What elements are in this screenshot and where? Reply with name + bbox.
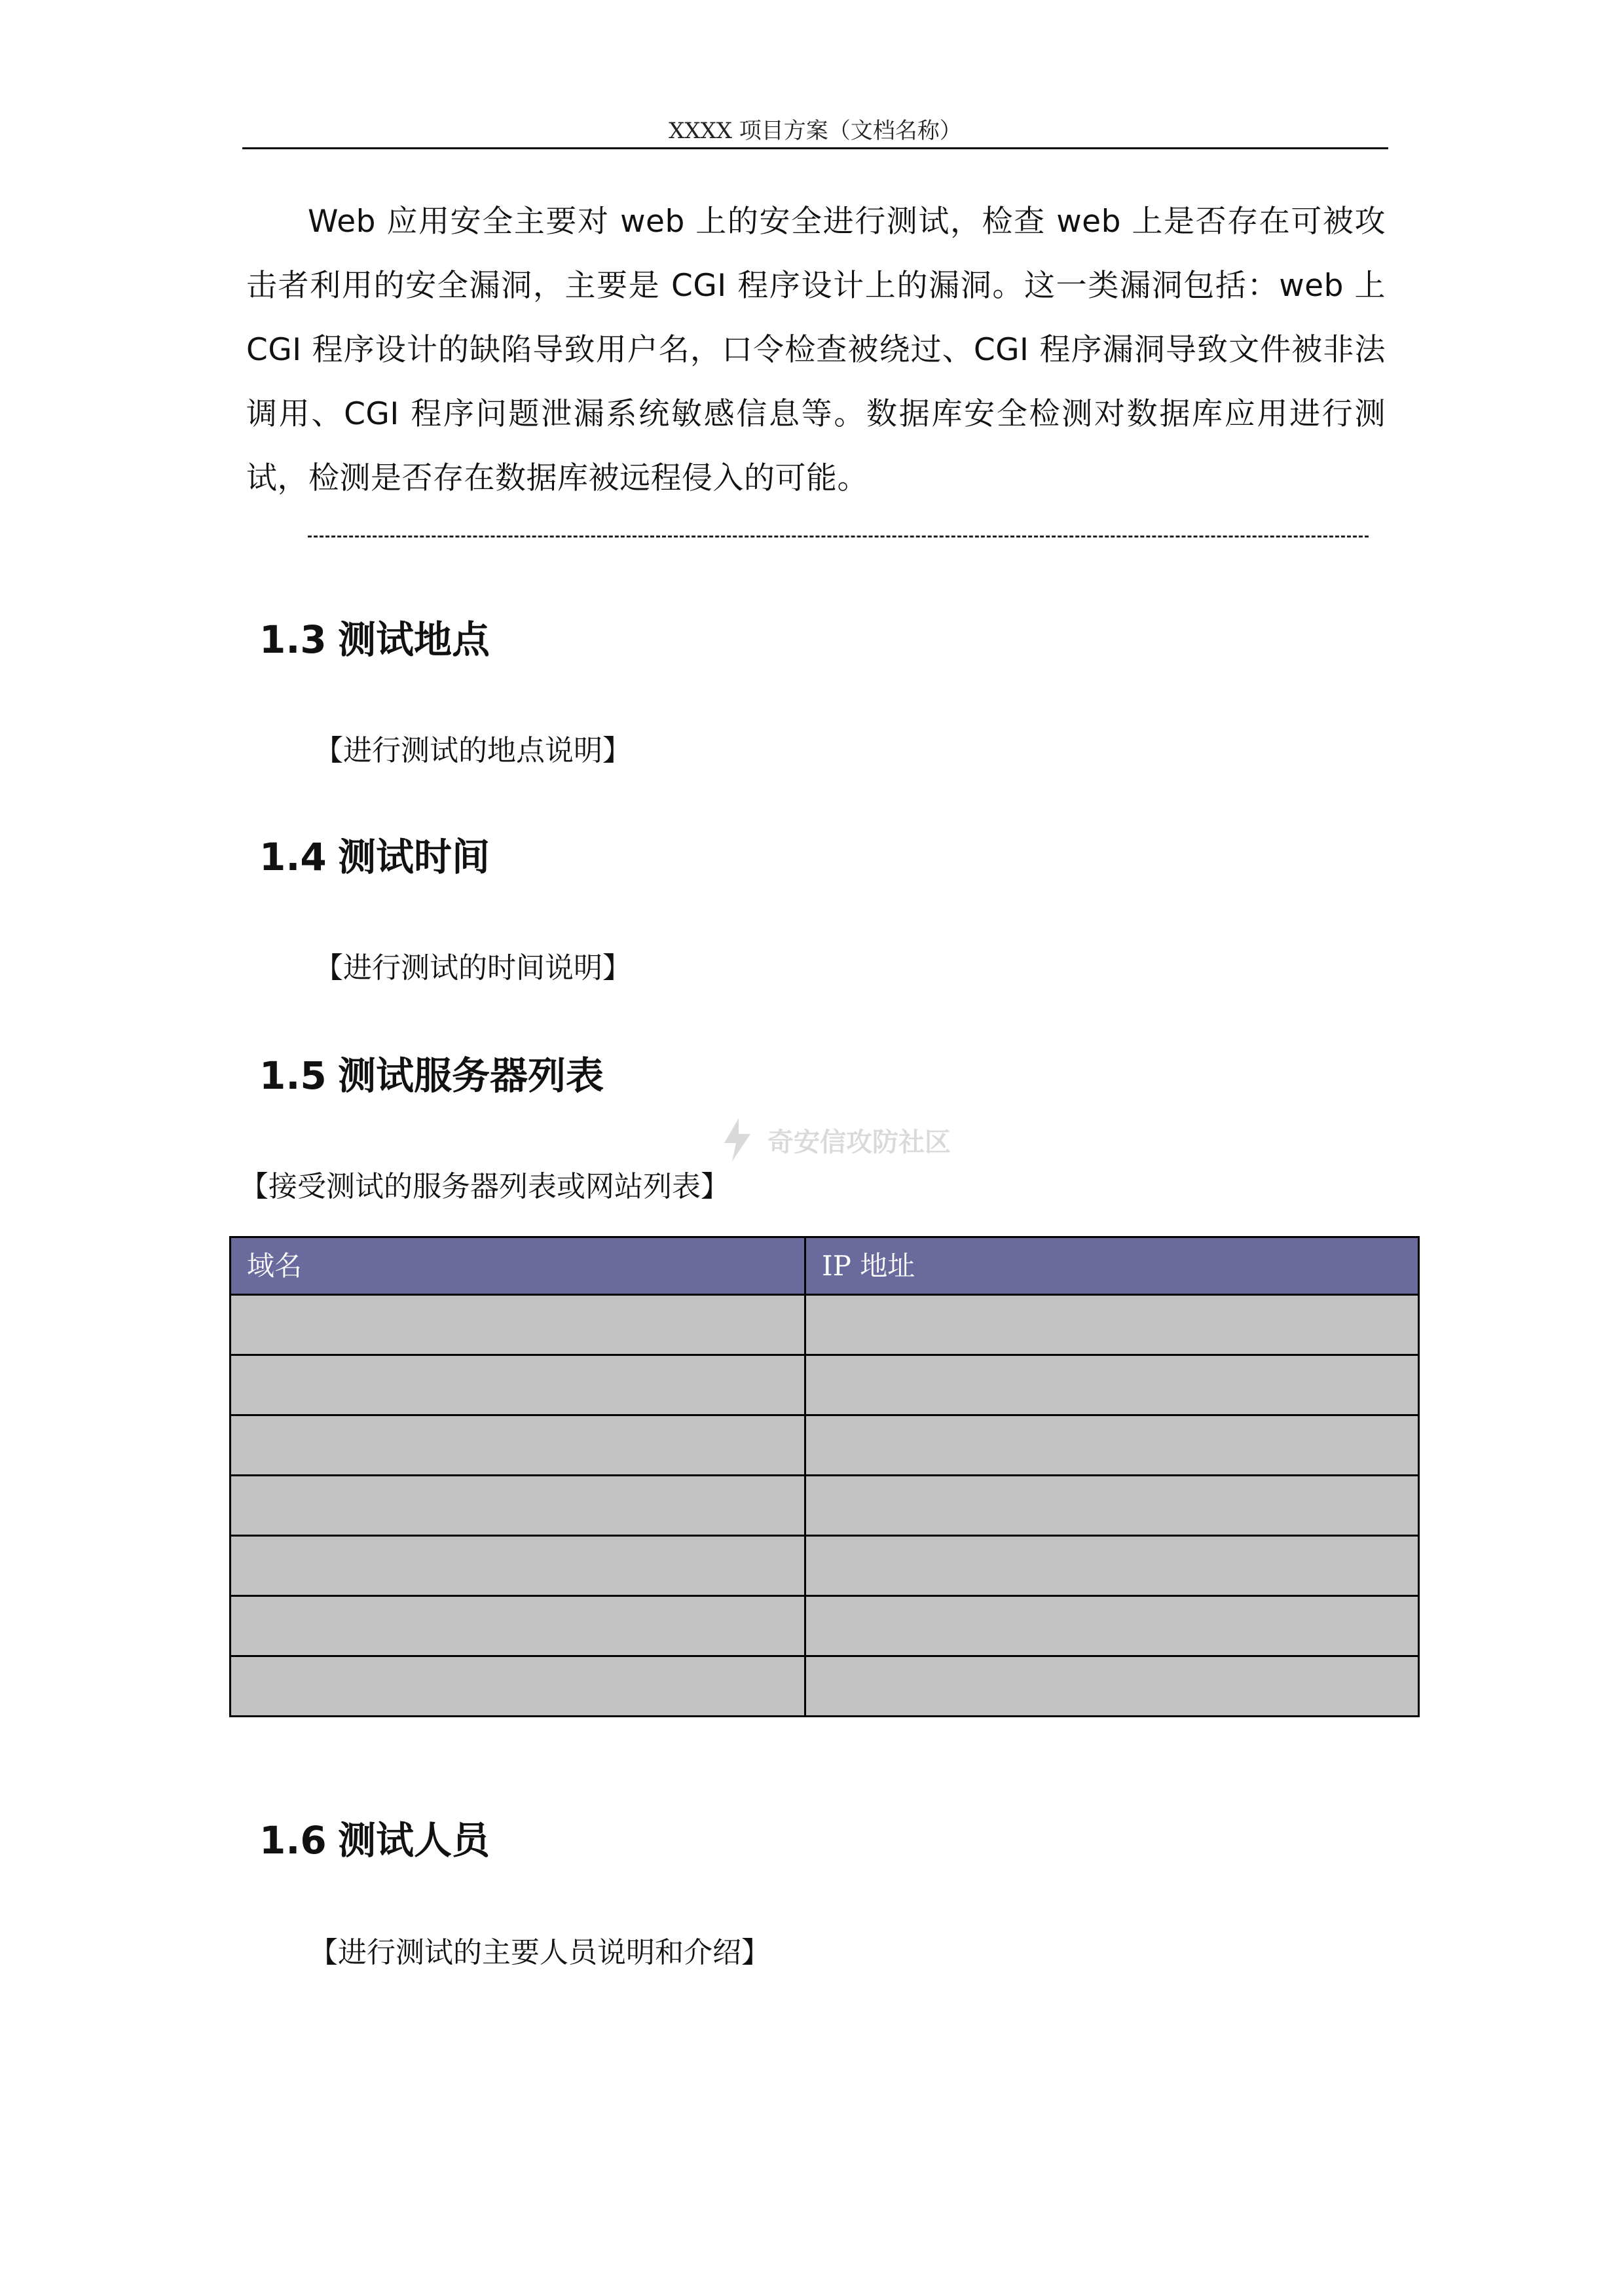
section-number: 1.5 (259, 1053, 327, 1098)
table-cell-domain (231, 1536, 805, 1596)
section-note-test-personnel: 【进行测试的主要人员说明和介绍】 (309, 1936, 770, 1969)
watermark (719, 1117, 951, 1163)
section-note-test-location: 【进行测试的地点说明】 (314, 734, 631, 767)
section-number: 1.3 (259, 617, 327, 662)
table-cell-ip (805, 1295, 1419, 1355)
table-row (231, 1355, 1419, 1415)
table-cell-domain (231, 1415, 805, 1476)
section-heading-test-personnel (259, 1810, 490, 1865)
section-note-test-time: 【进行测试的时间说明】 (314, 951, 631, 985)
table-cell-ip (805, 1415, 1419, 1476)
watermark-text: 奇安信攻防社区 (767, 1127, 951, 1157)
table-cell-domain (231, 1355, 805, 1415)
column-header-ip-address: IP 地址 (805, 1237, 1419, 1295)
table-header-row (231, 1237, 1419, 1295)
section-heading-server-list (259, 1045, 604, 1100)
lightning-bolt-icon (719, 1117, 756, 1163)
table-cell-domain (231, 1476, 805, 1536)
table-cell-ip (805, 1355, 1419, 1415)
server-table (229, 1236, 1420, 1717)
table-cell-domain (231, 1656, 805, 1717)
table-row (231, 1596, 1419, 1656)
section-number: 1.6 (259, 1818, 327, 1863)
table-cell-ip (805, 1536, 1419, 1596)
header-divider (242, 147, 1388, 149)
section-title: 测试地点 (338, 617, 490, 662)
section-note-server-list: 【接受测试的服务器列表或网站列表】 (240, 1170, 729, 1203)
column-header-domain: 域名 (231, 1237, 805, 1295)
intro-paragraph: Web 应用安全主要对 web 上的安全进行测试，检查 web 上是否存在可被攻击者利用的安全漏洞，主要是 CGI 程序设计上的漏洞。这一类漏洞包括：web 上 CGI 程序设计的缺陷导致用户名，口令检查被绕过、CGI 程序漏洞导致文件被非法调用、CGI 程序问题泄漏系统敏感信息等。数据库安全检测对数据库应用进行测试，检测是否存在数据库被远程侵入的可能。 (246, 204, 1386, 496)
table-row (231, 1476, 1419, 1536)
section-title: 测试时间 (338, 835, 490, 879)
table-cell-ip (805, 1596, 1419, 1656)
section-heading-test-time (259, 826, 490, 881)
table-cell-ip (805, 1656, 1419, 1717)
table-row (231, 1656, 1419, 1717)
table-row (231, 1536, 1419, 1596)
section-number: 1.4 (259, 835, 327, 879)
section-title: 测试服务器列表 (338, 1053, 604, 1098)
section-heading-test-location (259, 609, 490, 664)
dashed-separator (308, 536, 1369, 538)
table-cell-domain (231, 1596, 805, 1656)
section-title: 测试人员 (338, 1818, 490, 1863)
table-cell-domain (231, 1295, 805, 1355)
document-header-title: XXXX 项目方案（文档名称） (669, 118, 962, 144)
table-row (231, 1415, 1419, 1476)
table-cell-ip (805, 1476, 1419, 1536)
table-row (231, 1295, 1419, 1355)
